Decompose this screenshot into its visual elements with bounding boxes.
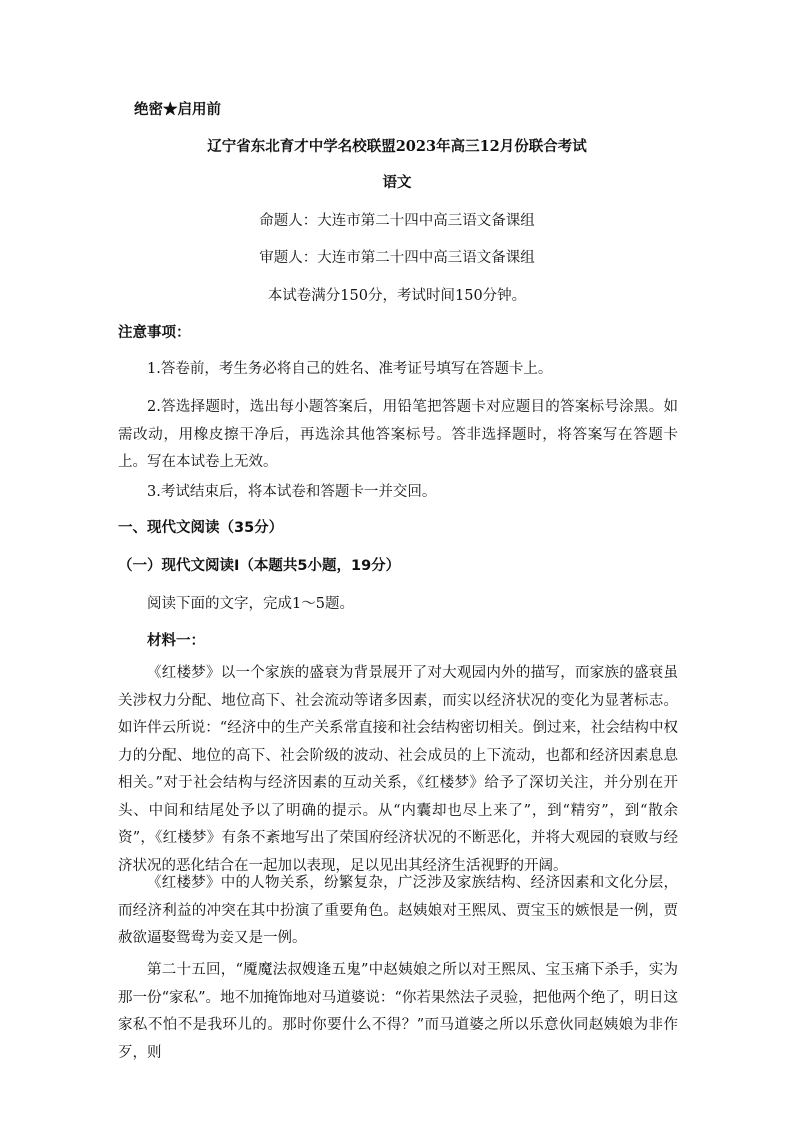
notice-item: 3.考试结束后，将本试卷和答题卡一并交回。 <box>147 484 437 500</box>
reviewer-line: 审题人：大连市第二十四中高三语文备课组 <box>259 250 535 266</box>
notice-item: 2.答选择题时，选出每小题答案后，用铅笔把答题卡对应题目的答案标号涂黑。如需改动，用橡皮擦干净后，再选涂其他答案标号。答非选择题时，将答案写在答题卡上。写在本试卷上无效。 <box>118 399 678 470</box>
setter-line: 命题人：大连市第二十四中高三语文备课组 <box>259 213 535 229</box>
exam-title: 辽宁省东北育才中学名校联盟2023年高三12月份联合考试 <box>207 138 587 155</box>
notice-item: 1.答卷前，考生务必将自己的姓名、准考证号填写在答题卡上。 <box>147 361 553 377</box>
reading-instruction: 阅读下面的文字，完成1～5题。 <box>147 596 354 612</box>
passage-paragraph: 《红楼梦》中的人物关系，纷繁复杂，广泛涉及家族结构、经济因素和文化分层，而经济利益的冲突在其中扮演了重要角色。赵姨娘对王熙凤、贾宝玉的嫉恨是一例，贾赦欲逼娶鸳鸯为妾又是一例。 <box>118 875 678 946</box>
passage-paragraph: 《红楼梦》以一个家族的盛衰为背景展开了对大观园内外的描写，而家族的盛衰虽关涉权力分配、地位高下、社会流动等诸多因素，而实以经济状况的变化为显著标志。如许伴云所说：“经济中的生产关系常直接和社会结构密切相关。倒过来，社会结构中权力的分配、地位的高下、社会阶级的波动、社会成员的上下流动，也都和经济因素息息相关。”对于社会结构与经济因素的互动关系，《红楼梦》给予了深切关注，并分别在开头、中间和结尾处予以了明确的提示。从“内囊却也尽上来了”，到“精穷”，到“散余资”，《红楼梦》有条不紊地写出了荣国府经济状况的不断恶化，并将大观园的衰败与经济状况的恶化结合在一起加以表现，足以见出其经济生活视野的开阔。 <box>118 665 678 874</box>
confidential-label: 绝密★启用前 <box>134 101 221 118</box>
passage-paragraph: 第二十五回，“魇魔法叔嫂逢五鬼”中赵姨娘之所以对王熙凤、宝玉痛下杀手，实为那一份“家私”。地不加掩饰地对马道婆说：“你若果然法子灵验，把他两个绝了，明日这家私不怕不是我环儿的。那时你要什么不得？”而马道婆之所以乐意伙同赵姨娘为非作歹，则 <box>118 962 678 1061</box>
subsection-heading: （一）现代文阅读Ⅰ（本题共5小题，19分） <box>118 558 401 574</box>
material-label: 材料一： <box>147 632 205 649</box>
subject-title: 语文 <box>382 174 412 191</box>
score-time-line: 本试卷满分150分，考试时间150分钟。 <box>267 288 527 304</box>
notice-heading: 注意事项： <box>118 324 191 341</box>
section-heading: 一、现代文阅读（35分） <box>118 520 284 536</box>
